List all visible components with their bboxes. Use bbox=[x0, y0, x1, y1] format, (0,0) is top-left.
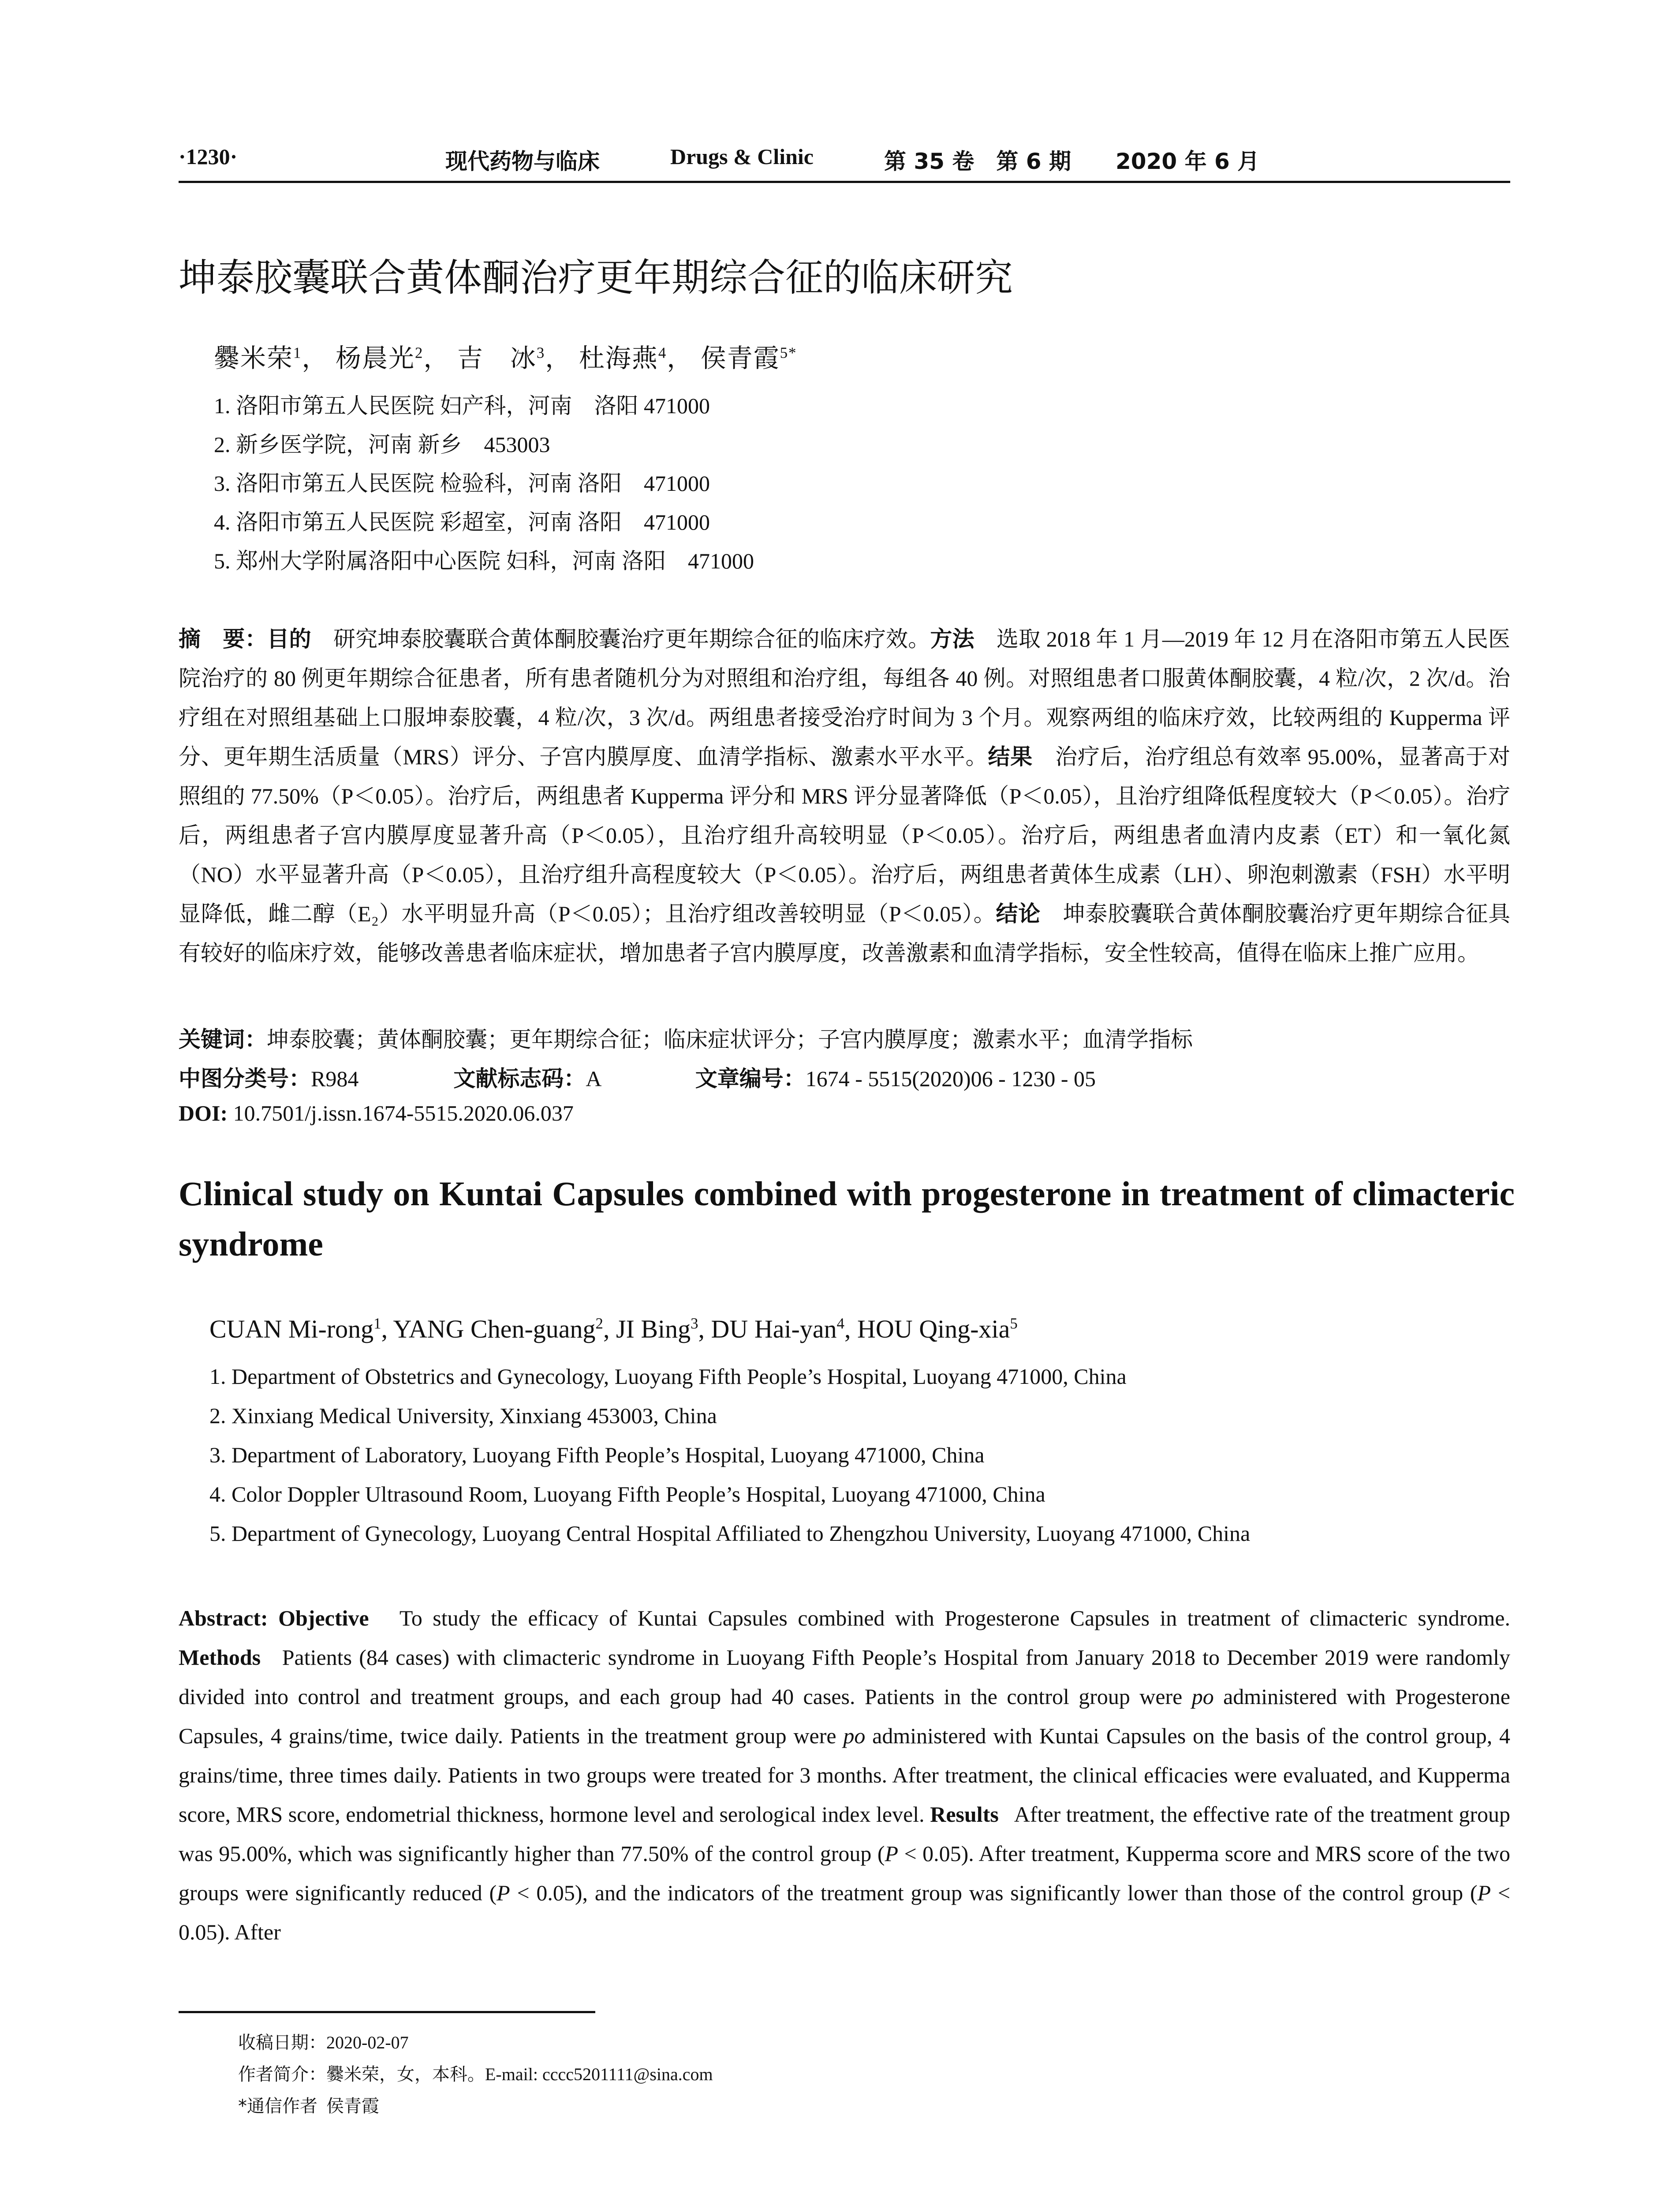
running-header bbox=[179, 140, 1510, 183]
conclusion-label-cn: 结论 bbox=[996, 901, 1041, 927]
clc-label: 中图分类号： bbox=[179, 1066, 311, 1091]
article-no-value: 1674 - 5515(2020)06 - 1230 - 05 bbox=[805, 1066, 1096, 1091]
author-name: 爨米荣 bbox=[214, 344, 294, 373]
author-name: CUAN Mi-rong bbox=[209, 1315, 374, 1343]
author-sup: 3 bbox=[691, 1315, 698, 1332]
doc-code-label: 文献标志码： bbox=[453, 1066, 586, 1091]
footnote-author-bio bbox=[238, 2060, 713, 2085]
author-name: 杜海燕 bbox=[579, 344, 658, 373]
affiliation-cn: 3. 洛阳市第五人民医院 检验科，河南 洛阳 471000 bbox=[214, 471, 710, 496]
abstract-label-en: Abstract: bbox=[179, 1606, 268, 1630]
journal-name-cn: 现代药物与临床 bbox=[445, 149, 600, 174]
methods-text-en: administered with Kuntai Capsules on the basis of the control group, 4 grains/time, three times daily. Patients in two groups were treated for 3 months. After treatment, the clinical efficacies were evaluated, and Kupperma score, MRS score, endometrial thickness, hormone level and serological index level. bbox=[179, 1723, 1511, 1827]
title-en: Clinical study on Kuntai Capsules combined with progesterone in treatment of climacteric syndrome bbox=[179, 1174, 1515, 1263]
affiliation-cn: 5. 郑州大学附属洛阳中心医院 妇科，河南 洛阳 471000 bbox=[214, 549, 754, 573]
methods-label-en: Methods bbox=[179, 1645, 261, 1670]
page-number: ·1230· bbox=[179, 144, 238, 169]
footnote-rule bbox=[179, 2011, 595, 2013]
title-cn: 坤泰胶囊联合黄体酮治疗更年期综合征的临床研究 bbox=[179, 256, 1013, 300]
author-sup: 5* bbox=[780, 344, 797, 362]
author-name: JI Bing bbox=[616, 1315, 691, 1343]
objective-text-cn: 研究坤泰胶囊联合黄体酮胶囊治疗更年期综合征的临床疗效。 bbox=[333, 627, 930, 651]
author-name: 侯青霞 bbox=[700, 344, 780, 373]
footnote-corresponding bbox=[238, 2092, 379, 2117]
objective-text-en: To study the efficacy of Kuntai Capsules combined with Progesterone Capsules in treatment of climacteric syndrome. bbox=[399, 1606, 1511, 1630]
p-symbol: P bbox=[1477, 1880, 1491, 1905]
author-sup: 1 bbox=[293, 344, 302, 362]
author-name: 杨晨光 bbox=[335, 344, 415, 373]
results-text-en: < 0.05). After bbox=[179, 1880, 1510, 1944]
volume-issue: 第 35 卷 第 6 期 bbox=[884, 149, 1071, 174]
author-sup: 4 bbox=[658, 344, 667, 362]
p-symbol: P bbox=[885, 1841, 899, 1866]
affiliation-cn: 4. 洛阳市第五人民医院 彩超室，河南 洛阳 471000 bbox=[214, 510, 710, 534]
author-sup: 3 bbox=[536, 344, 545, 362]
methods-text-en: administered with Progesterone Capsules, 4 grains/time, twice daily. Patients in the treatment group were bbox=[179, 1684, 1511, 1748]
clc-value: R984 bbox=[311, 1066, 359, 1091]
classification-line bbox=[179, 1061, 1096, 1093]
objective-label-cn: 目的 bbox=[267, 626, 311, 652]
methods-label-cn: 方法 bbox=[930, 626, 974, 652]
affiliation-cn: 2. 新乡医学院，河南 新乡 453003 bbox=[214, 432, 550, 457]
affiliation-en: 4. Color Doppler Ultrasound Room, Luoyang Fifth People’s Hospital, Luoyang 471000, China bbox=[209, 1482, 1045, 1506]
article-no-label: 文章编号： bbox=[695, 1066, 806, 1091]
author-name: DU Hai-yan bbox=[711, 1315, 837, 1343]
objective-label-en: Objective bbox=[278, 1606, 369, 1630]
journal-name-en: Drugs & Clinic bbox=[670, 144, 814, 169]
author-sup: 2 bbox=[595, 1315, 603, 1332]
conclusion-text-cn: 坤泰胶囊联合黄体酮胶囊治疗更年期综合征具有较好的临床疗效，能够改善患者临床症状，增加患者子宫内膜厚度，改善激素和血清学指标，安全性较高，值得在临床上推广应用。 bbox=[179, 901, 1511, 965]
issue-date: 2020 年 6 月 bbox=[1116, 149, 1260, 174]
authors-en: CUAN Mi-rong$^1$, YANG Chen-guang$^2$, JI Bing$^3$, DU Hai-yan$^4$, HOU Qing-xia$^5$ bbox=[209, 1315, 1018, 1343]
author-sup: 4 bbox=[836, 1315, 845, 1332]
methods-text-cn: 选取 2018 年 1 月—2019 年 12 月在洛阳市第五人民医院治疗的 80 例更年期综合征患者，所有患者随机分为对照组和治疗组，每组各 40 例。对照组患者口服黄体酮胶囊，4 粒/次，2 次/d。治疗组在对照组基础上口服坤泰胶囊，4 粒/次，3 次/d。两组患者接受治疗时间为 3 个月。观察两组的临床疗效，比较两组的 Kupperma 评分、更年期生活质量（MRS）评分、子宫内膜厚度、血清学指标、激素水平水平。 bbox=[179, 627, 1511, 769]
bio-label: 作者简介： bbox=[238, 2064, 326, 2085]
abstract-label-cn: 摘 要： bbox=[179, 626, 267, 652]
footnote-received bbox=[238, 2029, 409, 2054]
author-sup: 2 bbox=[414, 344, 424, 362]
affiliation-cn: 1. 洛阳市第五人民医院 妇产科，河南 洛阳 471000 bbox=[214, 393, 710, 418]
methods-text-en: Patients (84 cases) with climacteric syndrome in Luoyang Fifth People’s Hospital from January 2018 to December 2019 were randomly divided into control and treatment groups, and each group had 40 cases. Patients in the control group were bbox=[179, 1645, 1510, 1709]
doi-value: 10.7501/j.issn.1674-5515.2020.06.037 bbox=[233, 1101, 574, 1125]
bio-text: 爨米荣，女，本科。E-mail: cccc5201111@sina.com bbox=[326, 2064, 713, 2084]
results-label-cn: 结果 bbox=[988, 744, 1033, 770]
doi-line bbox=[179, 1100, 574, 1126]
abstract-cn bbox=[179, 620, 1510, 973]
results-text-en: After treatment, the effective rate of the treatment group was 95.00%, which was significantly higher than 77.50% of the control group ( bbox=[179, 1802, 1511, 1866]
results-label-en: Results bbox=[930, 1802, 999, 1827]
p-symbol: P bbox=[497, 1880, 510, 1905]
doc-code-value: A bbox=[586, 1066, 601, 1091]
affiliation-en: 5. Department of Gynecology, Luoyang Central Hospital Affiliated to Zhengzhou University, Luoyang 471000, China bbox=[209, 1521, 1251, 1546]
received-date: 2020-02-07 bbox=[326, 2033, 409, 2052]
doi-label: DOI: bbox=[179, 1101, 228, 1125]
keywords-label: 关键词： bbox=[179, 1027, 267, 1052]
author-sup: 1 bbox=[373, 1315, 381, 1332]
author-name: YANG Chen-guang bbox=[393, 1315, 596, 1343]
affiliation-en: 2. Xinxiang Medical University, Xinxiang 453003, China bbox=[209, 1403, 717, 1428]
abstract-en bbox=[179, 1599, 1510, 1952]
author-name: HOU Qing-xia bbox=[857, 1315, 1010, 1343]
po-term: po bbox=[1191, 1684, 1214, 1709]
results-text-en: < 0.05). After treatment, Kupperma score and MRS score of the two groups were significantly reduced ( bbox=[179, 1841, 1510, 1905]
authors-cn: 爨米荣$^1$， 杨晨光$^2$， 吉 冰$^3$， 杜海燕$^4$， 侯青霞$^{5*}$ bbox=[214, 344, 797, 373]
results-text-cn: 治疗后，治疗组总有效率 95.00%，显著高于对照组的 77.50%（P＜0.05）。治疗后，两组患者 Kupperma 评分和 MRS 评分显著降低（P＜0.05），且治疗组降低程度较大（P＜0.05）。治疗后，两组患者子宫内膜厚度显著升高（P＜0.05），且治疗组升高较明显（P＜0.05）。治疗后，两组患者血清内皮素（ET）和一氧化氮（NO）水平显著升高（P＜0.05），且治疗组升高程度较大（P＜0.05）。治疗后，两组患者黄体生成素（LH）、卵泡刺激素（FSH）水平明显降低，雌二醇（E₂）水平明显升高（P＜0.05）；且治疗组改善较明显（P＜0.05）。 bbox=[179, 744, 1511, 926]
affiliation-en: 1. Department of Obstetrics and Gynecology, Luoyang Fifth People’s Hospital, Luoyang 471000, China bbox=[209, 1364, 1127, 1389]
received-label: 收稿日期： bbox=[238, 2033, 326, 2053]
corr-label: *通信作者 bbox=[238, 2096, 317, 2116]
author-name: 吉 冰 bbox=[457, 344, 537, 373]
author-sup: 5 bbox=[1010, 1315, 1018, 1332]
affiliation-en: 3. Department of Laboratory, Luoyang Fifth People’s Hospital, Luoyang 471000, China bbox=[209, 1443, 985, 1467]
results-text-en: < 0.05), and the indicators of the treatment group was significantly lower than those of the control group ( bbox=[510, 1880, 1478, 1905]
corr-name: 侯青霞 bbox=[326, 2096, 379, 2116]
keywords-text: 坤泰胶囊；黄体酮胶囊；更年期综合征；临床症状评分；子宫内膜厚度；激素水平；血清学指标 bbox=[267, 1027, 1193, 1052]
po-term: po bbox=[843, 1723, 866, 1748]
keywords-cn bbox=[179, 1022, 1193, 1054]
